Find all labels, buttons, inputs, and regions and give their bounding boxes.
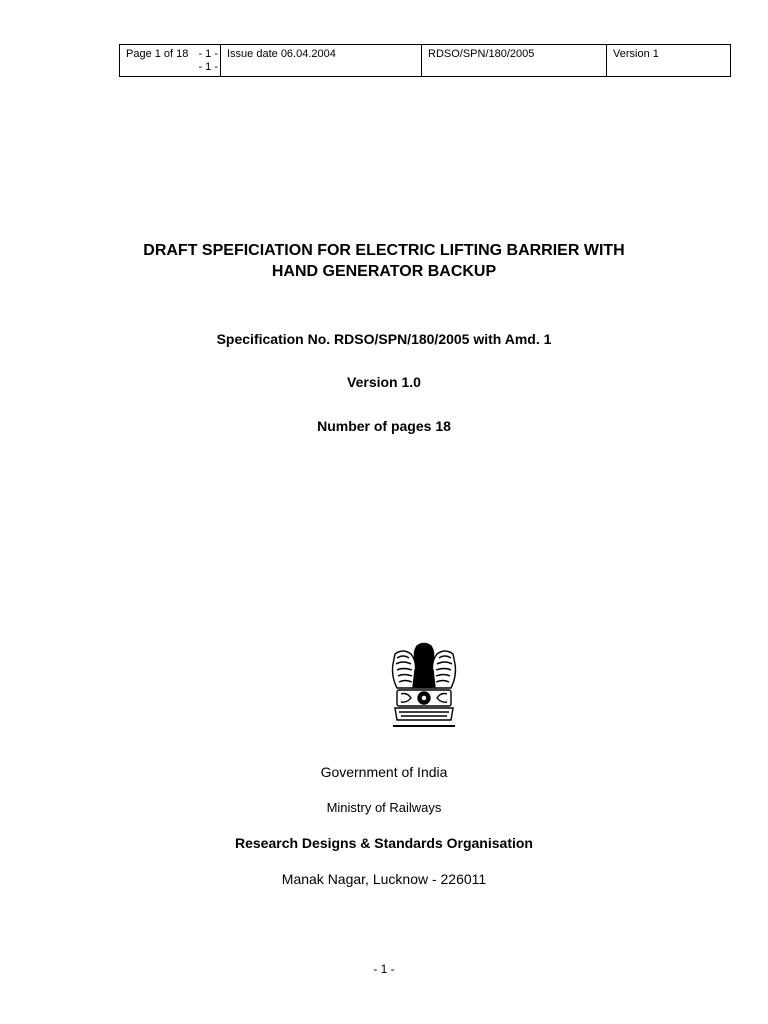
government-name: Government of India <box>320 764 448 780</box>
header-page-number-bottom: - 1 - <box>198 61 218 73</box>
header-page-cell <box>120 45 221 77</box>
ministry-name: Ministry of Railways <box>326 800 442 815</box>
document-title <box>0 240 768 282</box>
header-page-number-top: - 1 - <box>198 48 218 60</box>
organisation-address: Manak Nagar, Lucknow - 226011 <box>281 871 487 887</box>
header-page-label: Page 1 of 18 <box>126 48 189 60</box>
number-of-pages: Number of pages 18 <box>317 418 451 434</box>
header-table <box>119 44 731 77</box>
header-version: Version 1 <box>607 45 731 77</box>
header-doc-id: RDSO/SPN/180/2005 <box>422 45 607 77</box>
title-line-2: HAND GENERATOR BACKUP <box>271 263 497 280</box>
organisation-name: Research Designs & Standards Organisation <box>235 835 533 851</box>
document-version: Version 1.0 <box>347 374 421 390</box>
footer-page-number: - 1 - <box>373 962 395 976</box>
specification-number: Specification No. RDSO/SPN/180/2005 with Amd. 1 <box>216 331 552 347</box>
national-emblem-icon <box>387 640 461 728</box>
title-line-1: DRAFT SPEFICIATION FOR ELECTRIC LIFTING BARRIER WITH <box>143 242 625 259</box>
header-issue-date: Issue date 06.04.2004 <box>221 45 422 77</box>
